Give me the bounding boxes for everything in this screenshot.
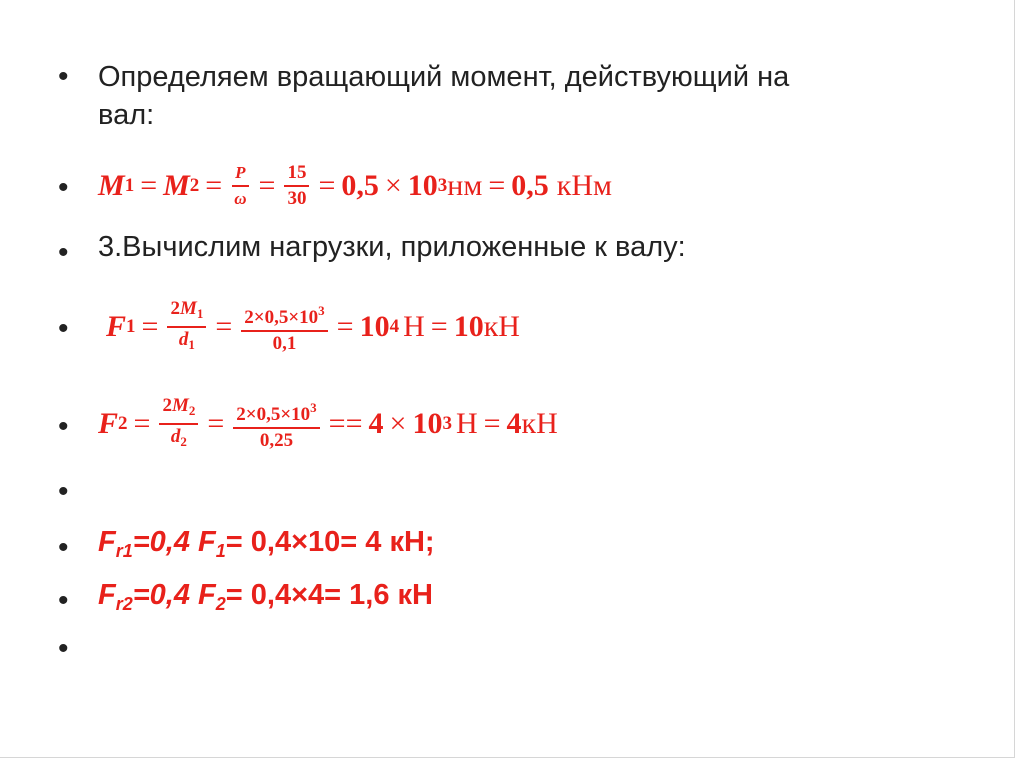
numerator: $2M_2$ <box>159 394 198 425</box>
double-equals: == <box>328 407 363 440</box>
sub: 2 <box>118 413 128 434</box>
denominator: 0,1 <box>272 332 297 354</box>
value: 10 <box>453 310 484 343</box>
equals: = <box>258 169 276 202</box>
unit: кН <box>483 310 520 343</box>
bullet: • <box>58 60 69 93</box>
fraction <box>241 299 327 356</box>
denominator: $d_2$ <box>170 426 187 449</box>
value: 4 <box>368 407 384 440</box>
equals: = <box>336 310 354 343</box>
equals: = <box>207 407 225 440</box>
sub: 2 <box>189 175 200 196</box>
denominator: $d_1$ <box>178 329 195 352</box>
result: = 0,4×10= 4 кН; <box>225 526 435 558</box>
equals: = <box>133 407 151 440</box>
var-f: F <box>98 407 119 440</box>
value: 10 <box>407 169 438 202</box>
formula-f2 <box>98 384 558 464</box>
value: 10 <box>412 407 443 440</box>
formula-f1 <box>106 288 520 366</box>
sub: 2 <box>215 594 226 614</box>
equals: = <box>215 310 233 343</box>
equals: = <box>488 169 506 202</box>
bullet: • <box>58 632 69 665</box>
unit: нм <box>447 169 483 202</box>
bullet: • <box>58 312 69 345</box>
formula-fr1 <box>98 526 435 562</box>
var-f: F <box>198 526 216 558</box>
sub: 1 <box>215 541 226 561</box>
var-f: F <box>98 579 116 611</box>
formula-fr2 <box>98 579 433 615</box>
denominator: 0,25 <box>259 429 294 451</box>
coef: =0,4 <box>132 579 199 611</box>
value: 0,5 <box>341 169 379 202</box>
times: × <box>384 169 402 202</box>
denominator: 30 <box>287 188 307 209</box>
value: 10 <box>359 310 390 343</box>
fraction <box>231 161 249 211</box>
fraction <box>159 394 198 454</box>
unit: Н <box>455 407 478 440</box>
fraction <box>233 396 319 453</box>
exponent: 3 <box>437 175 448 196</box>
equals: = <box>140 169 158 202</box>
numerator: $2M_1$ <box>167 297 206 328</box>
result: = 0,4×4= 1,6 кН <box>225 579 433 611</box>
exponent: 4 <box>389 316 400 337</box>
var-f: F <box>98 526 116 558</box>
equals: = <box>483 407 501 440</box>
numerator: 15 <box>284 161 309 187</box>
var-f: F <box>106 310 127 343</box>
value: 4 <box>506 407 522 440</box>
paragraph-line: вал: <box>98 99 155 131</box>
unit: кНм <box>556 169 612 202</box>
sub: r2 <box>115 594 133 614</box>
fraction <box>284 161 309 211</box>
bullet: • <box>58 171 69 204</box>
unit: Н <box>403 310 425 343</box>
denominator: ω <box>234 189 247 208</box>
bullet: • <box>58 531 69 564</box>
formula-torque <box>98 152 612 220</box>
bullet: • <box>58 410 69 443</box>
value: 0,5 <box>511 169 549 202</box>
var-m: M <box>98 169 125 202</box>
var-m: M <box>163 169 190 202</box>
paragraph-torque-intro <box>98 58 789 134</box>
equals: = <box>205 169 223 202</box>
equals: = <box>141 310 159 343</box>
paragraph-line: Определяем вращающий момент, действующий на <box>98 61 790 93</box>
bullet: • <box>58 584 69 617</box>
equals: = <box>318 169 336 202</box>
exponent: 3 <box>442 413 452 434</box>
fraction <box>167 297 206 357</box>
unit: кН <box>521 407 558 440</box>
coef: =0,4 <box>132 526 199 558</box>
times: × <box>389 407 407 440</box>
var-f: F <box>198 579 216 611</box>
bullet: • <box>58 475 69 508</box>
numerator: $2\times 0,5\times 10^3$ <box>241 299 327 332</box>
numerator: P <box>232 161 248 187</box>
bullet: • <box>58 236 69 269</box>
sub: r1 <box>115 541 133 561</box>
sub: 1 <box>124 175 135 196</box>
paragraph-loads: 3.Вычислим нагрузки, приложенные к валу: <box>98 231 686 263</box>
sub: 1 <box>126 316 136 337</box>
numerator: $2\times 0,5\times 10^3$ <box>233 396 319 429</box>
equals: = <box>430 310 448 343</box>
